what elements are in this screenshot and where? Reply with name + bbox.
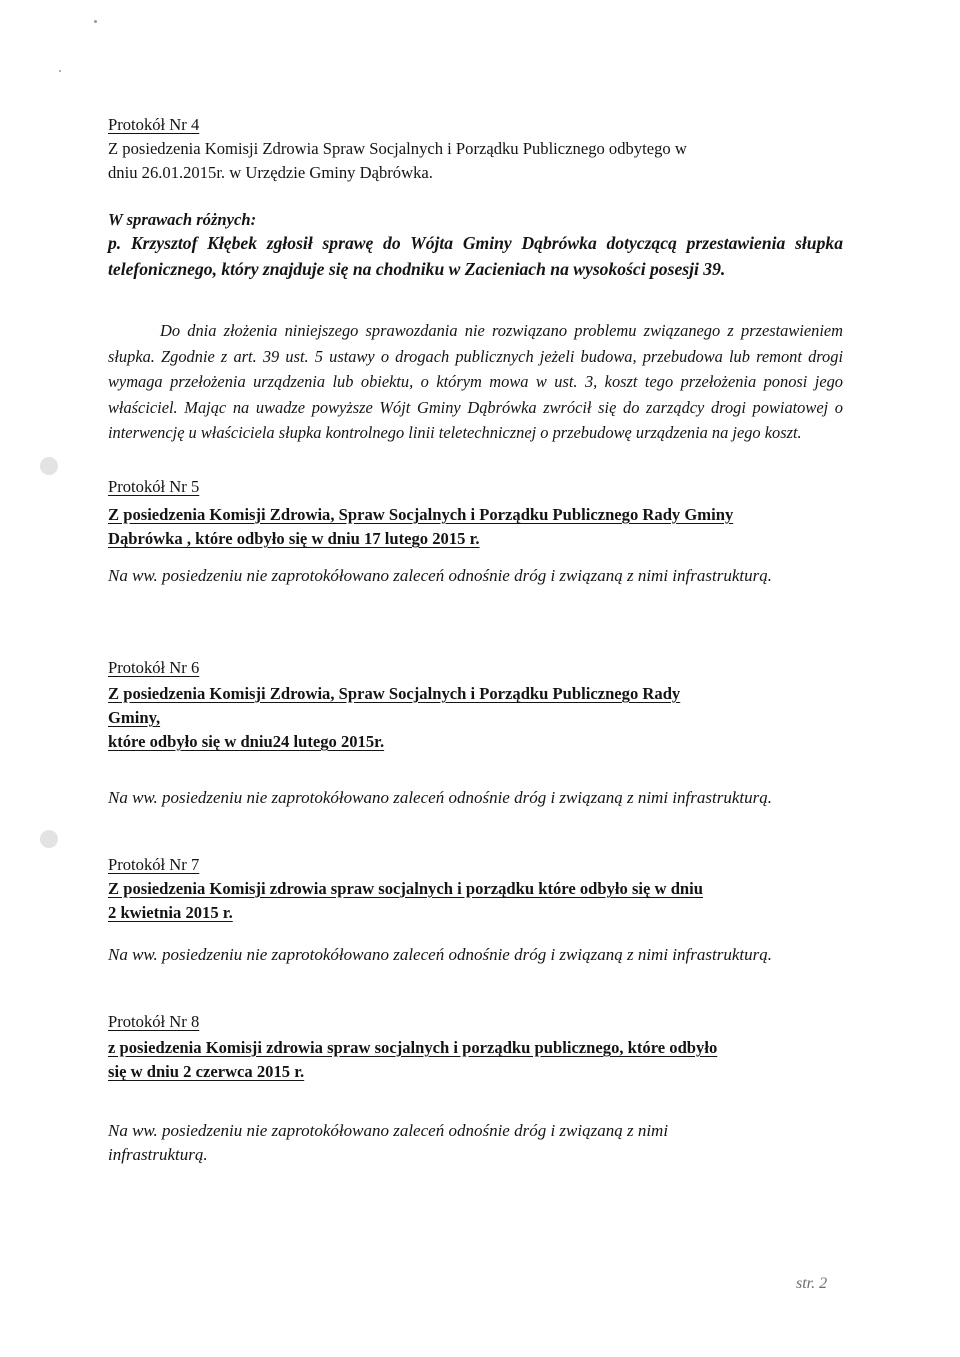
protocol-7-subject-line-2: 2 kwietnia 2015 r. (108, 903, 233, 922)
protocol-6-subject-line-1: Z posiedzenia Komisji Zdrowia, Spraw Socjalnych i Porządku Publicznego Rady (108, 684, 681, 703)
protocol-8-subject-line-1: z posiedzenia Komisji zdrowia spraw socjalnych i porządku publicznego, które odbyło (108, 1038, 718, 1057)
protocol-6 (108, 656, 843, 754)
punch-hole (40, 830, 58, 848)
protocol-4-matters (108, 208, 843, 282)
protocol-7-body (108, 943, 843, 967)
protocol-5-body (108, 564, 843, 588)
protocol-4-title: Protokół Nr 4 (108, 115, 200, 134)
scan-speck (59, 70, 61, 72)
matter-item: p. Krzysztof Kłębek zgłosił sprawę do Wójta Gminy Dąbrówka dotyczącą przestawienia słupka telefonicznego, który znajduje się na chodniku w Zacieniach na wysokości posesji 39. (108, 233, 843, 279)
protocol-5-subject-line-1: Z posiedzenia Komisji Zdrowia, Spraw Socjalnych i Porządku Publicznego Rady Gminy (108, 505, 734, 524)
scan-speck (94, 20, 97, 23)
protocol-8 (108, 1010, 843, 1084)
page-number: str. 2 (796, 1275, 828, 1292)
protocol-5-title: Protokół Nr 5 (108, 477, 200, 496)
protocol-7 (108, 853, 843, 925)
protocol-8-title: Protokół Nr 8 (108, 1012, 200, 1031)
protocol-4-body (108, 318, 843, 446)
protocol-8-subject-line-2: się w dniu 2 czerwca 2015 r. (108, 1062, 305, 1081)
protocol-6-subject-line-2: Gminy, (108, 708, 161, 727)
protocol-8-body (108, 1119, 843, 1167)
protocol-6-subject-line-3: które odbyło się w dniu24 lutego 2015r. (108, 732, 385, 751)
protocol-6-body (108, 786, 843, 810)
protocol-7-title: Protokół Nr 7 (108, 855, 200, 874)
body-line-2: infrastrukturą. (108, 1145, 208, 1164)
body-paragraph: Na ww. posiedzeniu nie zaprotokółowano zaleceń odnośnie dróg i związaną z nimi infrastrukturą. (108, 945, 772, 964)
protocol-7-subject-line-1: Z posiedzenia Komisji zdrowia spraw socjalnych i porządku które odbyło się w dniu (108, 879, 703, 898)
protocol-4-subject-line-2: dniu 26.01.2015r. w Urzędzie Gminy Dąbrówka. (108, 163, 433, 182)
protocol-4-subject-line-1: Z posiedzenia Komisji Zdrowia Spraw Socjalnych i Porządku Publicznego odbytego w (108, 139, 687, 158)
protocol-4 (108, 113, 843, 185)
protocol-5-subject-line-2: Dąbrówka , które odbyło się w dniu 17 lutego 2015 r. (108, 529, 480, 548)
protocol-6-title: Protokół Nr 6 (108, 658, 200, 677)
body-paragraph: Do dnia złożenia niniejszego sprawozdania nie rozwiązano problemu związanego z przestawieniem słupka. Zgodnie z art. 39 ust. 5 ustawy o drogach publicznych jeżeli budowa, przebudowa lub remont drogi wymaga przełożenia urządzenia lub obiektu, o którym mowa w ust. 3, koszt tego przełożenia ponosi jego właściciel. Mając na uwadze powyższe Wójt Gminy Dąbrówka zwrócił się do zarządcy drogi powiatowej o interwencję u właściciela słupka kontrolnego linii teletechnicznej o przebudowę urządzenia na jego koszt. (108, 321, 843, 442)
protocol-5 (108, 475, 843, 551)
body-paragraph: Na ww. posiedzeniu nie zaprotokółowano zaleceń odnośnie dróg i związaną z nimi infrastrukturą. (108, 788, 772, 807)
body-line-1: Na ww. posiedzeniu nie zaprotokółowano zaleceń odnośnie dróg i związaną z nimi (108, 1121, 669, 1140)
section-heading: W sprawach różnych: (108, 210, 257, 229)
punch-hole (40, 457, 58, 475)
body-paragraph: Na ww. posiedzeniu nie zaprotokółowano zaleceń odnośnie dróg i związaną z nimi infrastrukturą. (108, 566, 772, 585)
